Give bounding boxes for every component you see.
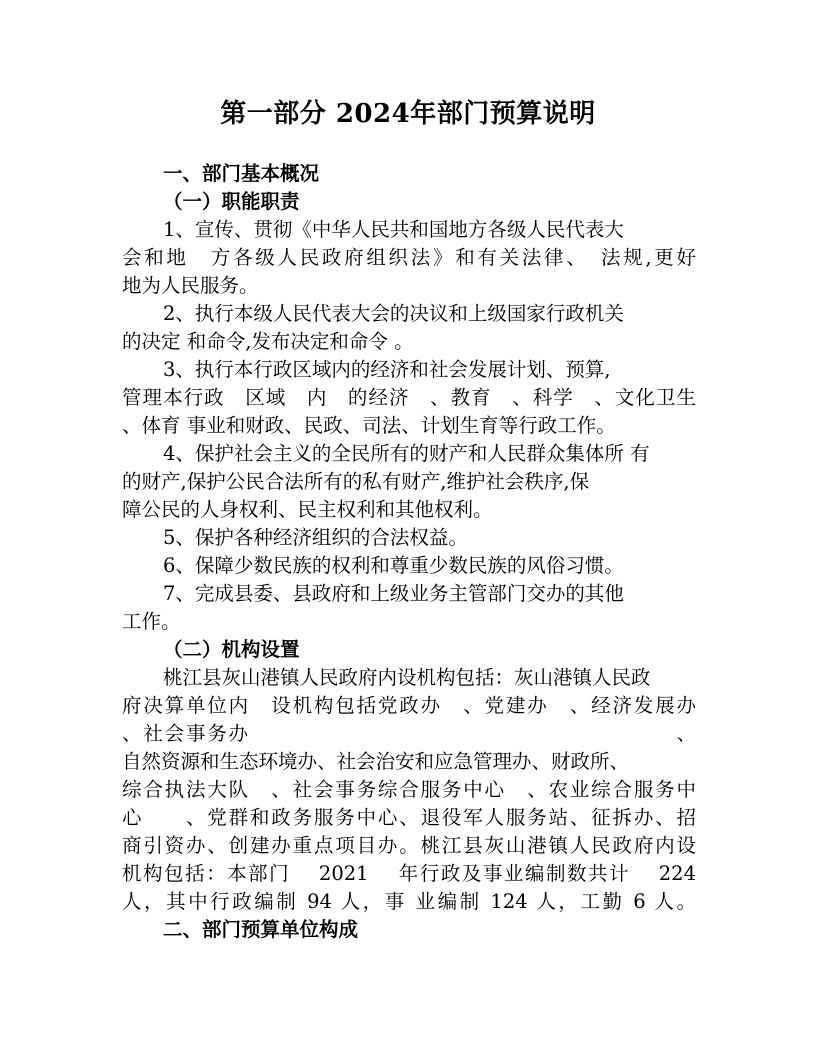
paragraph-line: 会和地 方各级人民政府组织法》和有关法律、 法规,更好: [122, 246, 696, 269]
section-heading-2: 二、部门预算单位构成: [163, 918, 359, 941]
paragraph-line: 管理本行政 区域 内 的经济 、教育 、科学 、文化卫生: [122, 386, 696, 409]
page-title: 第一部分 2024年部门预算说明: [220, 99, 596, 129]
paragraph-line: 工作。: [122, 610, 181, 633]
paragraph-line: 1、宣传、贯彻《中华人民共和国地方各级人民代表大: [163, 218, 624, 241]
paragraph-line: 综合执法大队 、社会事务综合服务中心 、农业综合服务中: [122, 778, 696, 801]
paragraph-line: 机构包括：本部门 2021 年行政及事业编制数共计 224: [122, 862, 696, 885]
paragraph-line: 桃江县灰山港镇人民政府内设机构包括：灰山港镇人民政: [163, 666, 651, 689]
paragraph-line: 2、执行本级人民代表大会的决议和上级国家行政机关: [163, 302, 624, 325]
subsection-heading-2: （二）机构设置: [163, 638, 300, 661]
paragraph-line: 的决定 和命令,发布决定和命令 。: [122, 330, 414, 353]
paragraph-line: 4、保护社会主义的全民所有的财产和人民群众集体所 有: [163, 442, 650, 465]
paragraph-line: 障公民的人身权利、民主权利和其他权利。: [122, 498, 493, 521]
subsection-heading-1: （一）职能职责: [163, 190, 300, 213]
paragraph-line: 、体育 事业和财政、民政、司法、计划生育等行政工作。: [122, 414, 616, 437]
paragraph-line: 7、完成县委、县政府和上级业务主管部门交办的其他: [163, 582, 624, 605]
paragraph-line: 6、保障少数民族的权利和尊重少数民族的风俗习惯。: [163, 554, 624, 577]
paragraph-line: 3、执行本行政区域内的经济和社会发展计划、预算,: [163, 358, 611, 381]
section-heading-1: 一、部门基本概况: [163, 162, 320, 185]
paragraph-line: 、社会事务办 、: [122, 722, 696, 745]
paragraph-line: 5、保护各种经济组织的合法权益。: [163, 526, 468, 549]
paragraph-line: 商引资办、创建办重点项目办。桃江县灰山港镇人民政府内设: [122, 834, 696, 857]
paragraph-line: 心 、党群和政务服务中心、退役军人服务站、征拆办、招: [122, 806, 696, 829]
paragraph-line: 的财产,保护公民合法所有的私有财产,维护社会秩序,保: [122, 470, 590, 493]
paragraph-line: 人，其中行政编制 94 人，事 业编制 124 人，工勤 6 人。: [122, 890, 696, 913]
paragraph-line: 府决算单位内 设机构包括党政办 、党建办 、经济发展办: [122, 694, 696, 717]
paragraph-line: 自然资源和生态环境办、社会治安和应急管理办、财政所、: [122, 750, 630, 773]
paragraph-line: 地为人民服务。: [122, 274, 259, 297]
